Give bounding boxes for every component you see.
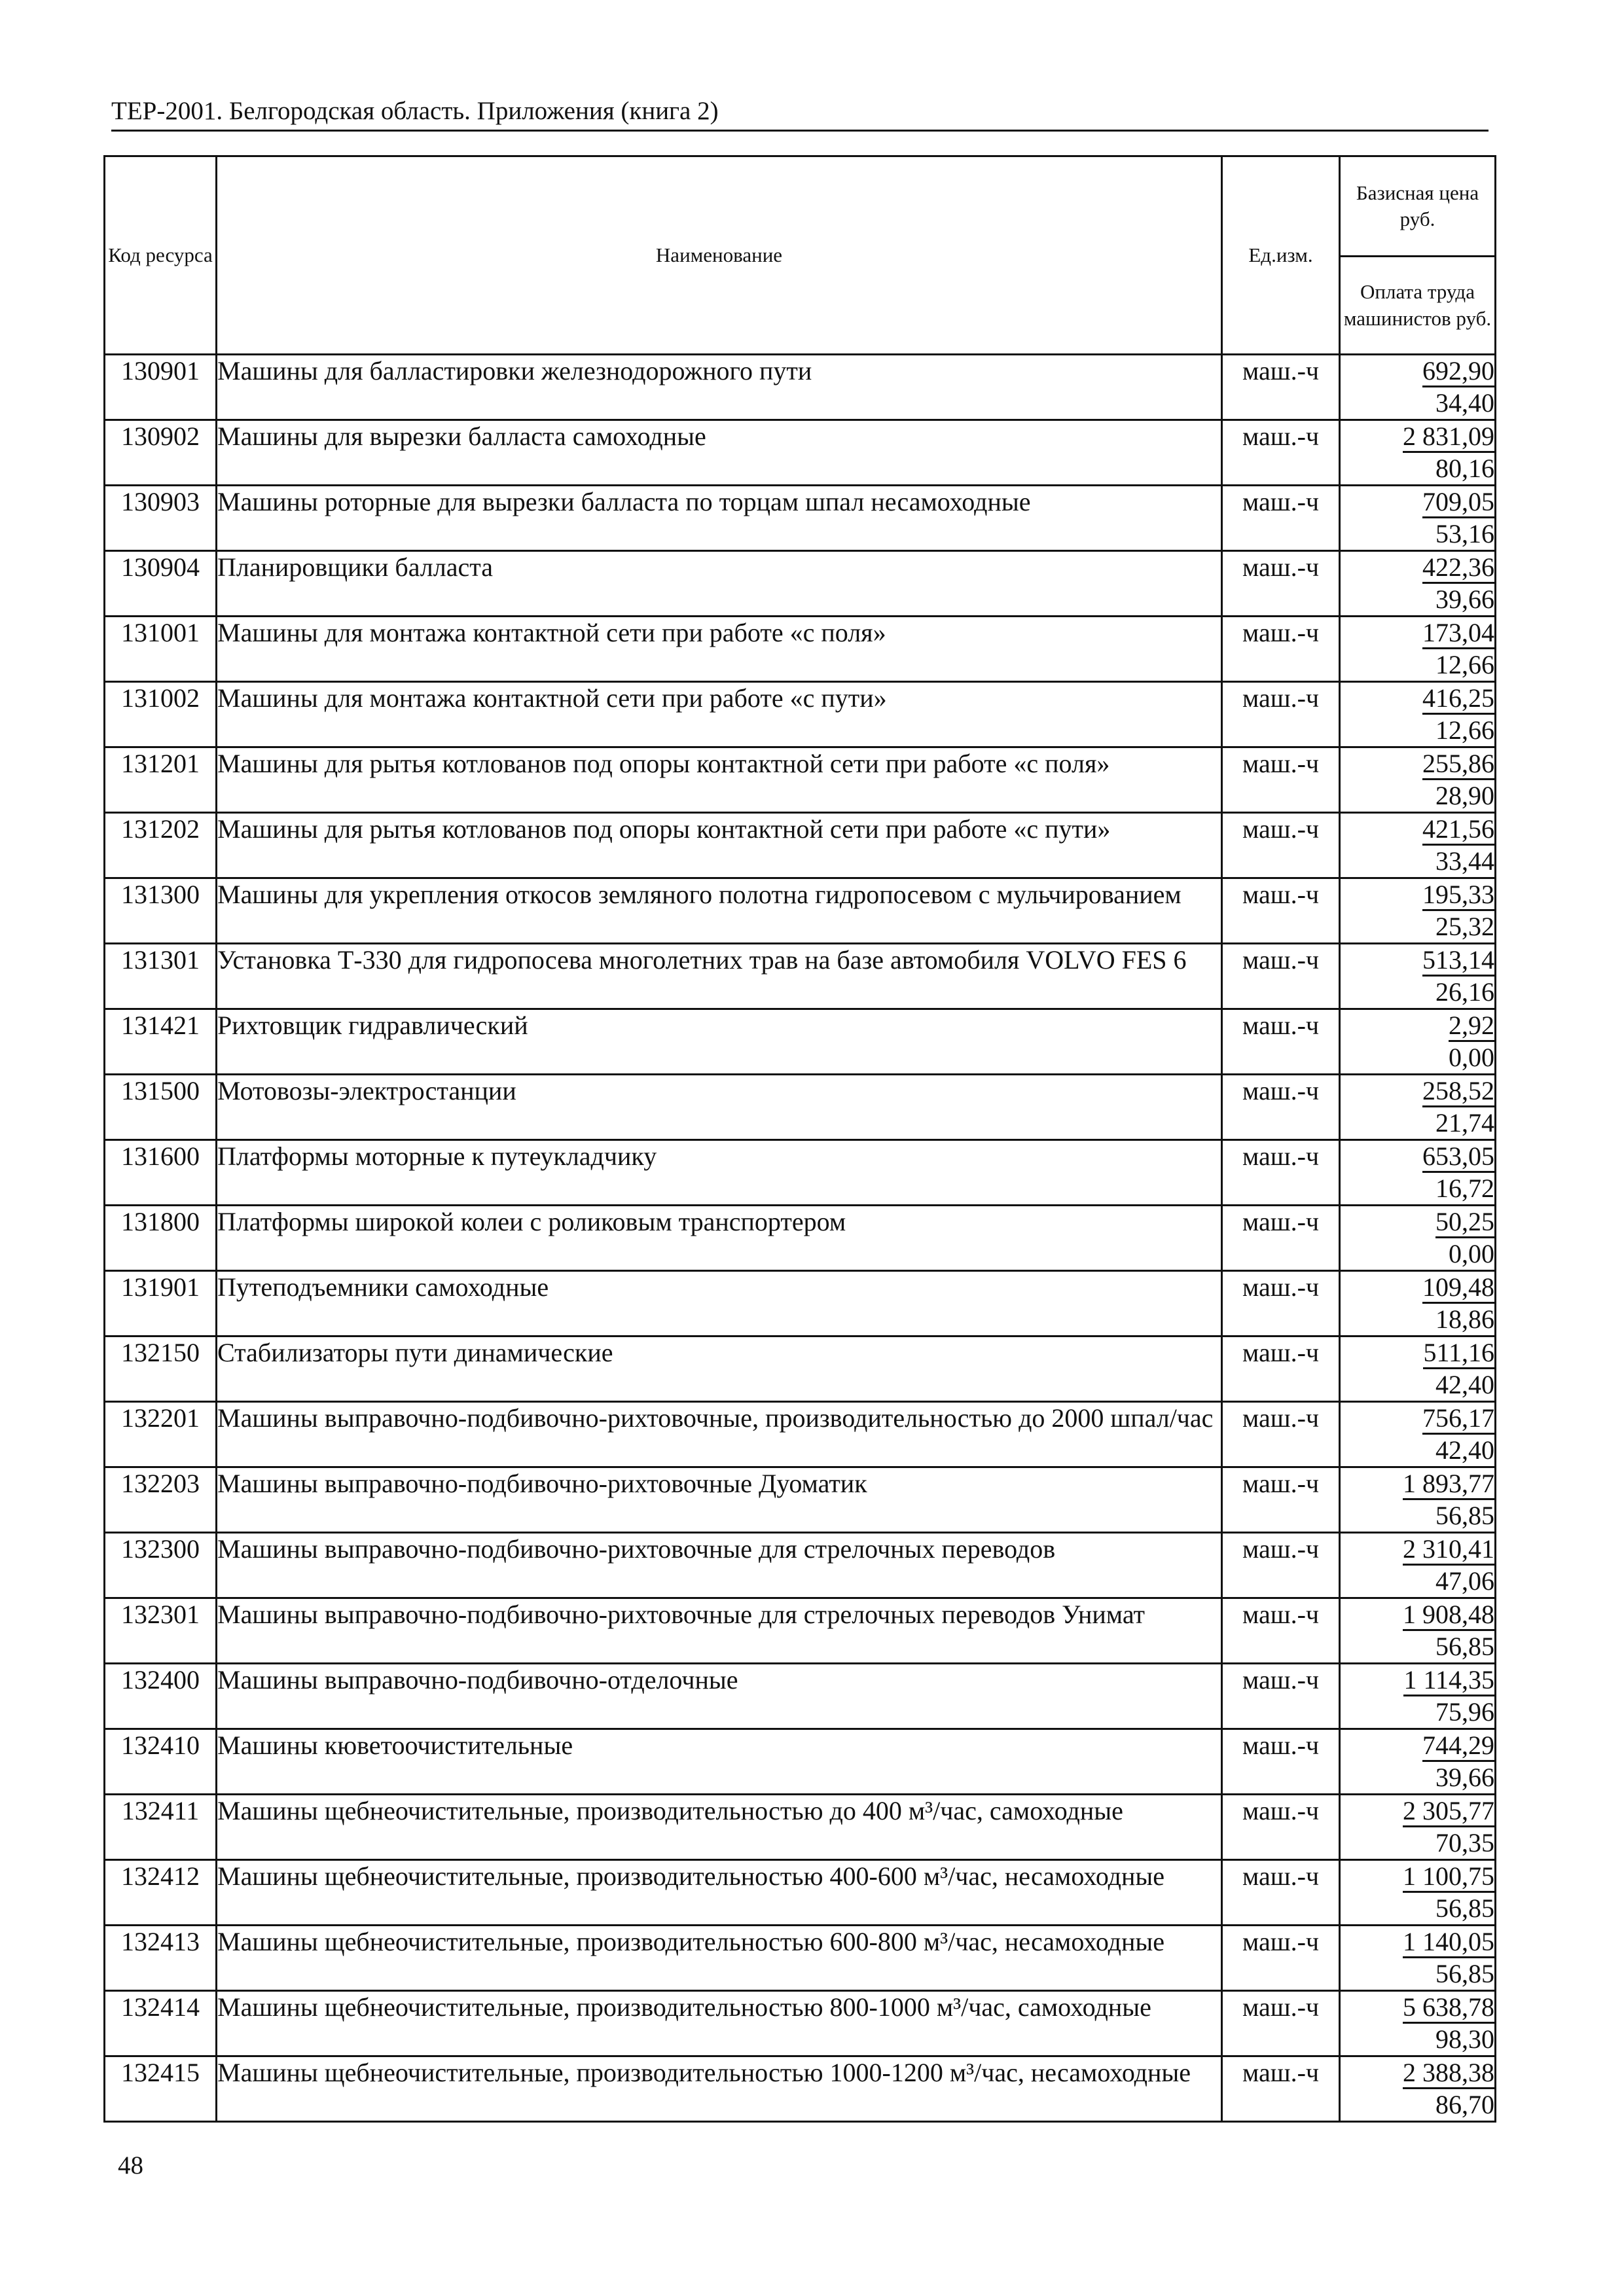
header-unit: Ед.изм. <box>1222 156 1340 355</box>
base-price: 653,05 <box>1422 1142 1494 1173</box>
table-row <box>105 1140 1496 1206</box>
resource-unit: маш.-ч <box>1222 1598 1340 1664</box>
table-row <box>105 617 1496 682</box>
operator-pay: 0,00 <box>1449 1043 1494 1072</box>
resource-unit: маш.-ч <box>1222 1336 1340 1402</box>
base-price: 1 908,48 <box>1403 1600 1494 1631</box>
page-number: 48 <box>118 2151 143 2179</box>
resource-code: 132414 <box>105 1991 217 2056</box>
resource-unit: маш.-ч <box>1222 944 1340 1009</box>
resource-name: Платформы моторные к путеукладчику <box>217 1140 1222 1206</box>
resource-unit: маш.-ч <box>1222 813 1340 878</box>
base-price: 2 305,77 <box>1403 1797 1494 1827</box>
table-row <box>105 1271 1496 1336</box>
table-row <box>105 1860 1496 1926</box>
base-price: 1 100,75 <box>1403 1862 1494 1893</box>
resource-unit: маш.-ч <box>1222 1991 1340 2056</box>
resource-unit: маш.-ч <box>1222 1009 1340 1075</box>
resource-name: Рихтовщик гидравлический <box>217 1009 1222 1075</box>
operator-pay: 18,86 <box>1435 1304 1494 1334</box>
price-cell <box>1340 1729 1496 1795</box>
resource-unit: маш.-ч <box>1222 1729 1340 1795</box>
resource-unit: маш.-ч <box>1222 1795 1340 1860</box>
price-cell <box>1340 1402 1496 1467</box>
price-cell <box>1340 944 1496 1009</box>
base-price: 422,36 <box>1422 553 1494 584</box>
header-base-price: Базисная цена руб. <box>1340 156 1496 257</box>
price-cell <box>1340 1664 1496 1729</box>
resource-name: Стабилизаторы пути динамические <box>217 1336 1222 1402</box>
table-row <box>105 682 1496 747</box>
operator-pay: 56,85 <box>1435 1501 1494 1530</box>
resource-unit: маш.-ч <box>1222 1664 1340 1729</box>
operator-pay: 0,00 <box>1449 1239 1494 1268</box>
resource-name: Машины щебнеочистительные, производительностью до 400 м³/час, самоходные <box>217 1795 1222 1860</box>
price-cell <box>1340 1271 1496 1336</box>
resource-code: 132411 <box>105 1795 217 1860</box>
base-price: 2,92 <box>1449 1011 1494 1042</box>
resource-code: 132300 <box>105 1533 217 1598</box>
operator-pay: 80,16 <box>1435 454 1494 483</box>
resource-code: 131500 <box>105 1075 217 1140</box>
price-cell <box>1340 747 1496 813</box>
resource-code: 131901 <box>105 1271 217 1336</box>
table-row <box>105 1991 1496 2056</box>
resource-name: Машины для укрепления откосов земляного полотна гидропосевом с мульчированием <box>217 878 1222 944</box>
resource-code: 130904 <box>105 551 217 617</box>
resource-code: 132301 <box>105 1598 217 1664</box>
resource-unit: маш.-ч <box>1222 1533 1340 1598</box>
operator-pay: 53,16 <box>1435 519 1494 548</box>
resource-unit: маш.-ч <box>1222 1860 1340 1926</box>
resource-name: Машины выправочно-подбивочно-рихтовочные для стрелочных переводов Унимат <box>217 1598 1222 1664</box>
base-price: 1 140,05 <box>1403 1928 1494 1958</box>
operator-pay: 21,74 <box>1435 1108 1494 1138</box>
resource-name: Машины щебнеочистительные, производительностью 600-800 м³/час, несамоходные <box>217 1926 1222 1991</box>
operator-pay: 98,30 <box>1435 2024 1494 2054</box>
price-cell <box>1340 2056 1496 2122</box>
table-row <box>105 486 1496 551</box>
table-row <box>105 1009 1496 1075</box>
operator-pay: 56,85 <box>1435 1632 1494 1661</box>
resource-name: Машины щебнеочистительные, производительностью 1000-1200 м³/час, несамоходные <box>217 2056 1222 2122</box>
price-cell <box>1340 1206 1496 1271</box>
base-price: 255,86 <box>1422 749 1494 780</box>
resource-unit: маш.-ч <box>1222 2056 1340 2122</box>
resource-code: 132203 <box>105 1467 217 1533</box>
price-cell <box>1340 617 1496 682</box>
table-row <box>105 1467 1496 1533</box>
header-code: Код ресурса <box>105 156 217 355</box>
resource-code: 131600 <box>105 1140 217 1206</box>
resource-code: 131202 <box>105 813 217 878</box>
operator-pay: 25,32 <box>1435 912 1494 941</box>
resource-code: 131421 <box>105 1009 217 1075</box>
price-cell <box>1340 682 1496 747</box>
table-row <box>105 1795 1496 1860</box>
resource-unit: маш.-ч <box>1222 1402 1340 1467</box>
header-operator-pay: Оплата труда машинистов руб. <box>1340 257 1496 355</box>
table-row <box>105 551 1496 617</box>
resource-code: 130901 <box>105 355 217 420</box>
resource-name: Машины выправочно-подбивочно-отделочные <box>217 1664 1222 1729</box>
resource-name: Мотовозы-электростанции <box>217 1075 1222 1140</box>
resource-unit: маш.-ч <box>1222 551 1340 617</box>
table-row <box>105 813 1496 878</box>
resource-code: 131002 <box>105 682 217 747</box>
resource-unit: маш.-ч <box>1222 682 1340 747</box>
resource-unit: маш.-ч <box>1222 1271 1340 1336</box>
table-row <box>105 1533 1496 1598</box>
resource-unit: маш.-ч <box>1222 355 1340 420</box>
operator-pay: 33,44 <box>1435 846 1494 876</box>
price-cell <box>1340 420 1496 486</box>
resource-name: Машины для вырезки балласта самоходные <box>217 420 1222 486</box>
table-row <box>105 1664 1496 1729</box>
base-price: 2 388,38 <box>1403 2058 1494 2089</box>
header-rule <box>111 130 1489 132</box>
resource-name: Машины для рытья котлованов под опоры контактной сети при работе «с пути» <box>217 813 1222 878</box>
price-cell <box>1340 1926 1496 1991</box>
base-price: 2 831,09 <box>1403 422 1494 453</box>
operator-pay: 47,06 <box>1435 1566 1494 1596</box>
resource-name: Установка Т-330 для гидропосева многолетних трав на базе автомобиля VOLVO FES 6 <box>217 944 1222 1009</box>
resource-unit: маш.-ч <box>1222 1075 1340 1140</box>
resource-name: Машины для балластировки железнодорожного пути <box>217 355 1222 420</box>
price-cell <box>1340 1598 1496 1664</box>
price-cell <box>1340 551 1496 617</box>
running-header: ТЕР-2001. Белгородская область. Приложения (книга 2) <box>111 97 719 125</box>
resource-name: Машины выправочно-подбивочно-рихтовочные, производительностью до 2000 шпал/час <box>217 1402 1222 1467</box>
table-row <box>105 878 1496 944</box>
table-row <box>105 944 1496 1009</box>
operator-pay: 70,35 <box>1435 1828 1494 1857</box>
base-price: 195,33 <box>1422 880 1494 911</box>
operator-pay: 12,66 <box>1435 715 1494 745</box>
resource-code: 130903 <box>105 486 217 551</box>
operator-pay: 34,40 <box>1435 388 1494 418</box>
table-body <box>105 355 1496 2122</box>
base-price: 1 114,35 <box>1403 1666 1494 1696</box>
resource-code: 130902 <box>105 420 217 486</box>
resource-name: Машины выправочно-подбивочно-рихтовочные для стрелочных переводов <box>217 1533 1222 1598</box>
resource-name: Машины кюветоочистительные <box>217 1729 1222 1795</box>
base-price: 513,14 <box>1422 946 1494 977</box>
table-row <box>105 2056 1496 2122</box>
resource-unit: маш.-ч <box>1222 747 1340 813</box>
resource-name: Платформы широкой колеи с роликовым транспортером <box>217 1206 1222 1271</box>
price-cell <box>1340 355 1496 420</box>
resource-name: Машины роторные для вырезки балласта по торцам шпал несамоходные <box>217 486 1222 551</box>
resource-name: Машины для монтажа контактной сети при работе «с поля» <box>217 617 1222 682</box>
resource-code: 131201 <box>105 747 217 813</box>
base-price: 173,04 <box>1422 619 1494 649</box>
base-price: 421,56 <box>1422 815 1494 846</box>
resource-code: 132410 <box>105 1729 217 1795</box>
price-cell <box>1340 1533 1496 1598</box>
price-cell <box>1340 813 1496 878</box>
base-price: 744,29 <box>1422 1731 1494 1762</box>
resource-name: Машины щебнеочистительные, производительностью 800-1000 м³/час, самоходные <box>217 1991 1222 2056</box>
table-row <box>105 747 1496 813</box>
price-cell <box>1340 1860 1496 1926</box>
resource-unit: маш.-ч <box>1222 1140 1340 1206</box>
resource-code: 131800 <box>105 1206 217 1271</box>
price-cell <box>1340 1467 1496 1533</box>
table-row <box>105 1729 1496 1795</box>
resource-unit: маш.-ч <box>1222 486 1340 551</box>
price-cell <box>1340 1075 1496 1140</box>
operator-pay: 39,66 <box>1435 1763 1494 1792</box>
price-cell <box>1340 1795 1496 1860</box>
table-row <box>105 420 1496 486</box>
base-price: 756,17 <box>1422 1404 1494 1435</box>
price-cell <box>1340 1009 1496 1075</box>
table-row <box>105 1926 1496 1991</box>
resource-code: 131300 <box>105 878 217 944</box>
operator-pay: 16,72 <box>1435 1174 1494 1203</box>
table-row <box>105 1075 1496 1140</box>
base-price: 109,48 <box>1422 1273 1494 1304</box>
resource-unit: маш.-ч <box>1222 617 1340 682</box>
resource-code: 131001 <box>105 617 217 682</box>
operator-pay: 42,40 <box>1435 1370 1494 1399</box>
resource-code: 132201 <box>105 1402 217 1467</box>
table-row <box>105 1206 1496 1271</box>
price-cell <box>1340 878 1496 944</box>
operator-pay: 75,96 <box>1435 1697 1494 1727</box>
table-row <box>105 1598 1496 1664</box>
base-price: 2 310,41 <box>1403 1535 1494 1566</box>
operator-pay: 28,90 <box>1435 781 1494 810</box>
resource-unit: маш.-ч <box>1222 878 1340 944</box>
resource-name: Машины щебнеочистительные, производительностью 400-600 м³/час, несамоходные <box>217 1860 1222 1926</box>
resource-unit: маш.-ч <box>1222 1206 1340 1271</box>
resource-code: 132412 <box>105 1860 217 1926</box>
resource-code: 132150 <box>105 1336 217 1402</box>
base-price: 258,52 <box>1422 1077 1494 1107</box>
resource-name: Путеподъемники самоходные <box>217 1271 1222 1336</box>
resource-unit: маш.-ч <box>1222 420 1340 486</box>
table-row <box>105 1336 1496 1402</box>
resource-code: 132415 <box>105 2056 217 2122</box>
base-price: 50,25 <box>1435 1208 1494 1238</box>
price-cell <box>1340 1140 1496 1206</box>
header-name: Наименование <box>217 156 1222 355</box>
operator-pay: 56,85 <box>1435 1959 1494 1988</box>
resource-name: Машины для монтажа контактной сети при работе «с пути» <box>217 682 1222 747</box>
resource-name: Планировщики балласта <box>217 551 1222 617</box>
operator-pay: 86,70 <box>1435 2090 1494 2119</box>
resource-name: Машины для рытья котлованов под опоры контактной сети при работе «с поля» <box>217 747 1222 813</box>
operator-pay: 26,16 <box>1435 977 1494 1007</box>
resource-unit: маш.-ч <box>1222 1926 1340 1991</box>
base-price: 1 893,77 <box>1403 1469 1494 1500</box>
base-price: 5 638,78 <box>1403 1993 1494 2024</box>
resource-name: Машины выправочно-подбивочно-рихтовочные Дуоматик <box>217 1467 1222 1533</box>
resource-code: 132400 <box>105 1664 217 1729</box>
base-price: 416,25 <box>1422 684 1494 715</box>
table-row <box>105 1402 1496 1467</box>
base-price: 709,05 <box>1422 488 1494 518</box>
operator-pay: 12,66 <box>1435 650 1494 679</box>
price-cell <box>1340 486 1496 551</box>
resource-price-table <box>103 155 1496 2123</box>
price-cell <box>1340 1336 1496 1402</box>
base-price: 511,16 <box>1423 1338 1494 1369</box>
resource-unit: маш.-ч <box>1222 1467 1340 1533</box>
operator-pay: 56,85 <box>1435 1893 1494 1923</box>
base-price: 692,90 <box>1422 357 1494 387</box>
resource-code: 131301 <box>105 944 217 1009</box>
price-cell <box>1340 1991 1496 2056</box>
operator-pay: 42,40 <box>1435 1435 1494 1465</box>
operator-pay: 39,66 <box>1435 584 1494 614</box>
table-row <box>105 355 1496 420</box>
resource-code: 132413 <box>105 1926 217 1991</box>
